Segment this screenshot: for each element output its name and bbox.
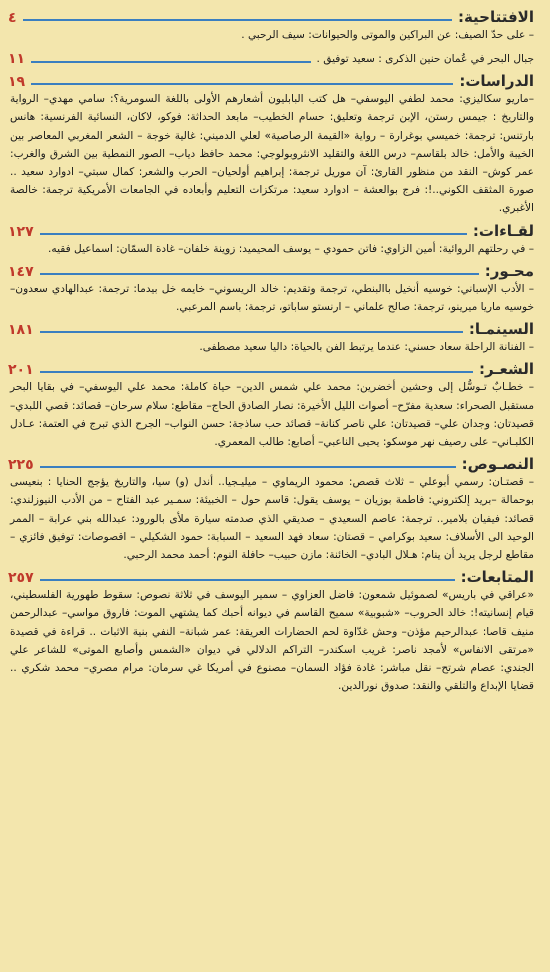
page-number: ٢٥٧ bbox=[8, 570, 34, 587]
entry-text: – على حدّ الصيف: عن البراكين والموتى والحيوانات: سيف الرحبي . bbox=[241, 29, 534, 41]
section-entries bbox=[8, 90, 538, 217]
page-number: ٢٠١ bbox=[8, 362, 34, 379]
section-entries bbox=[8, 26, 538, 44]
section-header bbox=[8, 453, 538, 473]
section-header bbox=[8, 358, 538, 378]
divider-line bbox=[40, 466, 456, 468]
section-header bbox=[8, 260, 538, 280]
entry-text: «عراقي في باريس» لصموئيل شمعون: فاضل العزاوي – سمير اليوسف في ثلاثة نصوص: سقوط طهورية الفلسطيني، قيام إنسانيته!: خالد الحروب– «شبوبية» سميح القاسم في ديوانه أحبك كما يشتهي الموت: فاروق مواسي– عبدالرحمن منيف قاصا: عبدالرحيم مؤذن– وحش غدّاوة لحم الحضارات العريقة: عمر شبانة– النفي بنية الاثبات .. قراءة في قصيدة «مرتقى الانفاس» لأمجد ناصر: غريب اسكندر– التراكم الدلالي في ديوان «الشمس وأصابع الموتى» للشاعر علي الجندي: عصام شرتح– نقل مباشر: غادة فؤاد السمان– مصنوع في أمريكا غي سرمان: مرام مصري– محمد شكري .. قضايا الإبداع والتلقي والنقد: صدوق نورالدين. bbox=[10, 589, 534, 693]
section-title: الافتتاحية: bbox=[457, 8, 534, 26]
entry-text: –ماريو سكاليزي: محمد لطفي اليوسفي– هل كتب البابليون أشعارهم الأولى باللغة السومرية؟: سامي مهدي– الرواية والتاريخ : جيمس رستن، الإبن ترجمة وتعليق: حسام الخطيب– مابعد الحداثة: فوكو، لاكان، النسائية الفرنسية: هانس بارتنس: ترجمة: خميسي بوغرارة – رواية «القيمة الرصاصية» لعلي الدميني: غالية خوجة – الشعر المغربي المعاصر بين الخيبة والأمل: خالد بلقاسم– درس اللغة والتقليد الانثروبولوجي: محمد حافظ دياب– الصور النمطية بين الشرق والغرب: عمر كوش– النقد من منظور القارئ: آن موريل ترجمة: إبراهيم أولحيان– الحرب والشعر: كمال سبتي– ادوارد سعيد .. صورة المثقف الكوني..!: فرج بوالعشة – ادوارد سعيد: مرتكزات التعليم وأبعاده في الجامعات الأمريكية ترجمة: خالصة الأغبري. bbox=[10, 93, 534, 215]
section-title: المتابعات: bbox=[460, 568, 534, 587]
section-header bbox=[8, 318, 538, 338]
section-title: الدراسات: bbox=[459, 72, 534, 91]
section-studies bbox=[8, 70, 538, 217]
divider-line bbox=[40, 331, 463, 333]
section-header bbox=[8, 566, 538, 586]
entry-text: – قصتـان: رسمي أبوعلي – ثلاث قصص: محمود الريماوي – ميليـجيا.. أندل (و) سيا، والتاريخ يؤجج الحنايا : بنعيسى بوحمالة –بريد إلكتروني: فاطمة بوزيان – يوسف يقول: قاسم حول – الخبيئة: سمـير عبد الفتاح – من الأدب النيوزلندي: قصائد: فيفيان بلامير.. ترجمة: عاصم السعيدي – صديقي الذي صدمته سيارة ملأى بالورود: عبدالله بني عرابة – الممر الوحيد الى الأسلاف: سعيد بوكرامي – قصتان: سعاد فهد السعيد – السبابة: حمود الشكيلي – اقصوصات: توفيق فائزي – مقاطع لرجل يريد أن ينام: هـلال البادي– الخائنة: مازن حبيب– حافلة النوم: أحمد محمد الرحبي. bbox=[10, 476, 534, 562]
section-axis bbox=[8, 260, 538, 316]
divider-line bbox=[31, 61, 310, 63]
section-entries bbox=[8, 240, 538, 258]
section-editorial bbox=[8, 6, 538, 44]
section-entries bbox=[8, 378, 538, 451]
entry-text: – الفنانة الراحلة سعاد حسني: عندما يرتبط الفن بالحياة: داليا سعيد مصطفى. bbox=[199, 341, 534, 354]
entry-text: – في رحلتهم الروائية: أمين الزاوي: فاتن حمودي – يوسف المحيميد: زوينة خلفان– غادة السمّان: اسماعيل فقيه. bbox=[48, 242, 534, 255]
page-number: ١٢٧ bbox=[8, 223, 34, 240]
page-number: ١٩ bbox=[8, 74, 26, 91]
divider-line bbox=[23, 19, 452, 21]
section-entries bbox=[8, 280, 538, 316]
section-texts bbox=[8, 453, 538, 564]
entry-text: جبال البحر في عُمان حنين الذكرى : سعيد توفيق . bbox=[316, 53, 534, 66]
section-title: السينمـا: bbox=[468, 320, 534, 339]
entry-text: – خطـابٌ تـوسُّل إلى وحشين أخضرين: محمد علي شمس الدين– حياة كاملة: محمد علي اليوسفي– في بقايا البحر مستقبل الصحراء: سعدية مفرّح– أصوات الليل الأخيرة: نصار الصادق الحاج– مقاطع: سلام سرحان– قصائد: قصي اللبدي– قصيدتان: وجدان علي– قصيدتان: علي ناصر كنانة– قصائد حب ساذجة: حسن النواب– الجرح الذي تبرج في العتمة: عـادل الكلبـاني– على رصيف نهر موسكو: يحيى الناعبي– أصابع: طالب المعمري. bbox=[10, 381, 534, 449]
entry-text: – الأدب الإسباني: خوسيه أنخيل باالبنطي، ترجمة وتقديم: خالد الريسوني– خايمه خل بيدما: ترجمة: عبدالهادي سعدون– خوسيه ماريا ميرينو، ترجمة: صالح علماني – ارنستو ساباتو، ترجمة: باسم المرعبي. bbox=[10, 282, 534, 314]
section-title: النصـوص: bbox=[461, 455, 534, 474]
divider-line bbox=[40, 273, 479, 275]
page-number: ٢٢٥ bbox=[8, 457, 34, 474]
section-title: الشعـر: bbox=[479, 360, 534, 379]
section-entries bbox=[8, 586, 538, 695]
divider-line bbox=[40, 233, 467, 235]
page-number: ١١ bbox=[8, 51, 26, 68]
section-interviews bbox=[8, 220, 538, 258]
section-entries bbox=[8, 338, 538, 356]
section-title: لقـاءات: bbox=[472, 221, 534, 240]
divider-line bbox=[40, 371, 473, 373]
page-number: ٤ bbox=[8, 10, 17, 26]
inline-entry bbox=[8, 50, 538, 68]
section-cinema bbox=[8, 318, 538, 356]
section-title: محـور: bbox=[484, 261, 534, 280]
section-poetry bbox=[8, 358, 538, 451]
page-number: ١٤٧ bbox=[8, 263, 34, 280]
divider-line bbox=[40, 579, 455, 581]
section-entries bbox=[8, 473, 538, 564]
section-header bbox=[8, 220, 538, 240]
section-header bbox=[8, 6, 538, 26]
section-follow-ups bbox=[8, 566, 538, 695]
page-number: ١٨١ bbox=[8, 322, 34, 339]
section-header bbox=[8, 70, 538, 90]
divider-line bbox=[31, 83, 453, 85]
